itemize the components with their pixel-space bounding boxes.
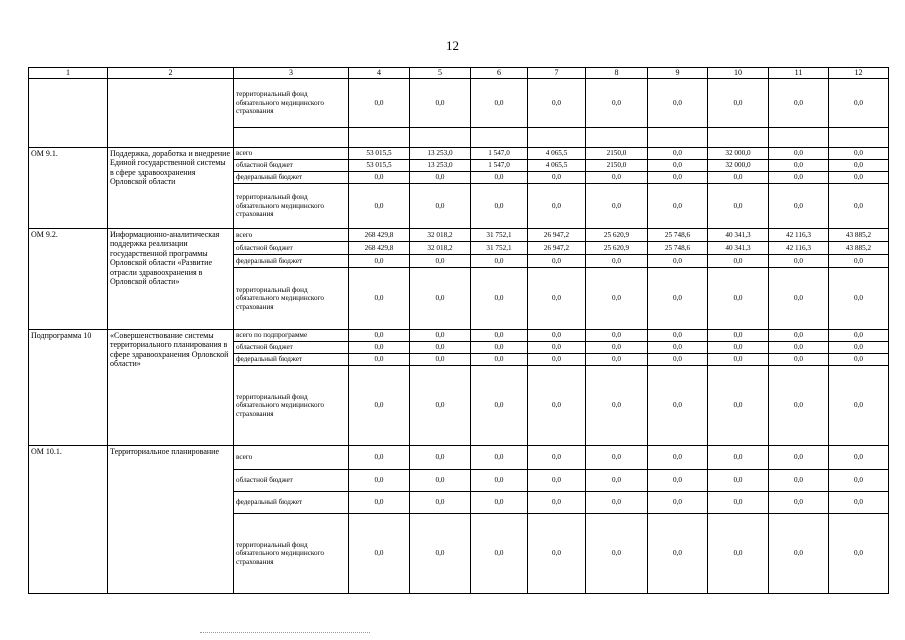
value-cell: 0,0 [829,330,889,342]
value-cell: 0,0 [829,172,889,184]
value-cell: 25 620,9 [586,242,648,255]
value-cell: 0,0 [829,342,889,354]
value-cell: 0,0 [471,366,528,446]
value-cell: 0,0 [528,470,586,492]
value-cell: 0,0 [769,268,829,330]
value-cell: 0,0 [410,492,471,514]
value-cell: 0,0 [829,446,889,470]
value-cell: 0,0 [349,492,410,514]
value-cell: 0,0 [471,255,528,268]
value-cell: 2150,0 [586,160,648,172]
value-cell: 0,0 [829,492,889,514]
value-cell: 0,0 [829,366,889,446]
value-cell: 0,0 [528,255,586,268]
source-cell: всего [234,148,349,160]
value-cell: 0,0 [349,184,410,229]
budget-table [28,67,889,594]
value-cell: 0,0 [586,492,648,514]
measure-name: «Совершенствование системы территориального планирования в сфере здравоохранения Орловской области» [108,330,234,446]
source-cell: территориальный фонд обязательного медицинского страхования [234,366,349,446]
value-cell: 43 885,2 [829,242,889,255]
source-cell: областной бюджет [234,470,349,492]
cont-name-cell [108,79,234,128]
value-cell: 32 000,0 [708,148,769,160]
value-cell: 0,0 [410,79,471,128]
value-cell: 4 065,5 [528,148,586,160]
value-cell: 268 429,8 [349,229,410,242]
value-cell: 0,0 [708,492,769,514]
value-cell: 0,0 [769,470,829,492]
value-cell: 0,0 [528,492,586,514]
value-cell: 0,0 [769,255,829,268]
value-cell: 25 748,6 [648,229,708,242]
table-row [29,79,889,128]
footer-rule [200,632,370,634]
value-cell: 0,0 [708,268,769,330]
value-cell: 0,0 [648,160,708,172]
value-cell: 0,0 [586,366,648,446]
value-cell: 40 341,3 [708,229,769,242]
value-cell: 0,0 [648,148,708,160]
value-cell: 0,0 [769,514,829,594]
value-cell: 0,0 [410,470,471,492]
value-cell: 0,0 [471,268,528,330]
value-cell: 0,0 [648,470,708,492]
value-cell: 0,0 [829,79,889,128]
header-cell: 2 [108,68,234,79]
value-cell: 0,0 [349,354,410,366]
value-cell: 0,0 [528,330,586,342]
value-cell: 0,0 [349,342,410,354]
value-cell: 31 752,1 [471,229,528,242]
measure-name: Поддержка, доработка и внедрение Единой государственной системы в сфере здравоохранения Орловской области [108,148,234,229]
spacer-row [29,128,889,148]
value-cell: 0,0 [648,330,708,342]
value-cell: 0,0 [708,184,769,229]
value-cell: 0,0 [410,354,471,366]
value-cell: 26 947,2 [528,242,586,255]
value-cell: 0,0 [769,330,829,342]
source-cell: федеральный бюджет [234,354,349,366]
value-cell: 25 748,6 [648,242,708,255]
value-cell: 0,0 [648,255,708,268]
value-cell: 0,0 [349,268,410,330]
source-cell: территориальный фонд обязательного медицинского страхования [234,514,349,594]
header-cell: 3 [234,68,349,79]
value-cell: 32 018,2 [410,229,471,242]
value-cell: 0,0 [349,79,410,128]
value-cell: 0,0 [586,330,648,342]
source-cell: всего [234,446,349,470]
value-cell: 0,0 [708,342,769,354]
value-cell: 0,0 [708,330,769,342]
value-cell: 0,0 [410,268,471,330]
value-cell: 0,0 [528,342,586,354]
value-cell: 0,0 [769,366,829,446]
measure-code: ОМ 10.1. [29,446,108,594]
value-cell: 42 116,3 [769,242,829,255]
value-cell: 53 015,5 [349,148,410,160]
measure-code: Подпрограмма 10 [29,330,108,446]
value-cell: 0,0 [708,446,769,470]
source-cell: всего по подпрограмме [234,330,349,342]
value-cell: 1 547,0 [471,160,528,172]
value-cell: 0,0 [829,514,889,594]
value-cell: 0,0 [648,514,708,594]
measure-name: Информационно-аналитическая поддержка реализации государственной программы Орловской области «Развитие отрасли здравоохранения в Орловской области» [108,229,234,330]
value-cell: 1 547,0 [471,148,528,160]
table-row [29,446,889,470]
header-cell: 1 [29,68,108,79]
value-cell: 0,0 [471,514,528,594]
value-cell: 0,0 [586,514,648,594]
value-cell: 0,0 [586,172,648,184]
page-number: 12 [446,38,459,53]
value-cell: 0,0 [471,172,528,184]
source-cell: территориальный фонд обязательного медицинского страхования [234,79,349,128]
value-cell: 0,0 [410,514,471,594]
value-cell: 0,0 [708,366,769,446]
value-cell: 0,0 [769,79,829,128]
measure-code: ОМ 9.1. [29,148,108,229]
value-cell: 0,0 [829,470,889,492]
value-cell: 0,0 [586,354,648,366]
header-cell: 5 [410,68,471,79]
value-cell: 0,0 [349,366,410,446]
value-cell: 0,0 [349,446,410,470]
header-cell: 10 [708,68,769,79]
value-cell: 0,0 [708,514,769,594]
source-cell: областной бюджет [234,160,349,172]
value-cell: 0,0 [349,330,410,342]
value-cell: 0,0 [769,148,829,160]
source-cell: федеральный бюджет [234,492,349,514]
value-cell: 0,0 [769,342,829,354]
value-cell: 0,0 [769,492,829,514]
source-cell: федеральный бюджет [234,172,349,184]
value-cell: 0,0 [648,366,708,446]
value-cell: 0,0 [829,184,889,229]
value-cell: 13 253,0 [410,160,471,172]
value-cell: 13 253,0 [410,148,471,160]
value-cell: 0,0 [410,184,471,229]
value-cell: 42 116,3 [769,229,829,242]
value-cell: 0,0 [410,446,471,470]
value-cell: 0,0 [586,255,648,268]
value-cell: 0,0 [708,354,769,366]
value-cell: 0,0 [586,79,648,128]
source-cell: областной бюджет [234,342,349,354]
header-cell: 12 [829,68,889,79]
value-cell: 0,0 [829,148,889,160]
value-cell: 0,0 [528,366,586,446]
value-cell: 0,0 [471,79,528,128]
value-cell: 0,0 [410,172,471,184]
header-cell: 7 [528,68,586,79]
value-cell: 0,0 [349,172,410,184]
value-cell: 0,0 [528,514,586,594]
value-cell: 0,0 [410,255,471,268]
value-cell: 0,0 [471,492,528,514]
value-cell: 0,0 [471,446,528,470]
value-cell: 0,0 [586,268,648,330]
value-cell: 0,0 [471,330,528,342]
source-cell: федеральный бюджет [234,255,349,268]
value-cell: 0,0 [528,268,586,330]
value-cell: 0,0 [708,172,769,184]
value-cell: 0,0 [648,354,708,366]
table-row [29,229,889,242]
value-cell: 0,0 [528,354,586,366]
value-cell: 0,0 [648,172,708,184]
measure-code: ОМ 9.2. [29,229,108,330]
value-cell: 32 000,0 [708,160,769,172]
value-cell: 0,0 [829,255,889,268]
value-cell: 53 015,5 [349,160,410,172]
header-cell: 11 [769,68,829,79]
value-cell: 0,0 [769,160,829,172]
value-cell: 0,0 [708,470,769,492]
value-cell: 0,0 [528,79,586,128]
table-row [29,330,889,342]
table-row [29,148,889,160]
value-cell: 0,0 [586,184,648,229]
source-cell: территориальный фонд обязательного медицинского страхования [234,184,349,229]
value-cell: 0,0 [708,79,769,128]
value-cell: 0,0 [471,184,528,229]
value-cell: 0,0 [349,470,410,492]
source-cell: территориальный фонд обязательного медицинского страхования [234,268,349,330]
value-cell: 0,0 [410,366,471,446]
value-cell: 0,0 [648,446,708,470]
header-cell: 4 [349,68,410,79]
value-cell: 0,0 [829,160,889,172]
value-cell: 0,0 [829,268,889,330]
value-cell: 0,0 [528,172,586,184]
value-cell: 0,0 [769,184,829,229]
value-cell: 25 620,9 [586,229,648,242]
value-cell: 2150,0 [586,148,648,160]
value-cell: 31 752,1 [471,242,528,255]
value-cell: 32 018,2 [410,242,471,255]
source-cell: всего [234,229,349,242]
value-cell: 0,0 [410,330,471,342]
value-cell: 0,0 [349,514,410,594]
value-cell: 0,0 [769,172,829,184]
value-cell: 0,0 [586,342,648,354]
header-cell: 9 [648,68,708,79]
value-cell: 0,0 [471,470,528,492]
value-cell: 0,0 [708,255,769,268]
value-cell: 0,0 [829,354,889,366]
value-cell: 0,0 [349,255,410,268]
header-cell: 6 [471,68,528,79]
value-cell: 0,0 [410,342,471,354]
value-cell: 0,0 [648,342,708,354]
value-cell: 0,0 [471,354,528,366]
value-cell: 0,0 [471,342,528,354]
value-cell: 0,0 [528,184,586,229]
value-cell: 0,0 [648,184,708,229]
value-cell: 268 429,8 [349,242,410,255]
value-cell: 43 885,2 [829,229,889,242]
value-cell: 26 947,2 [528,229,586,242]
value-cell: 0,0 [769,446,829,470]
header-row [29,68,889,79]
value-cell: 0,0 [586,470,648,492]
cont-code-cell [29,79,108,128]
value-cell: 4 065,5 [528,160,586,172]
header-cell: 8 [586,68,648,79]
value-cell: 40 341,3 [708,242,769,255]
value-cell: 0,0 [528,446,586,470]
value-cell: 0,0 [769,354,829,366]
value-cell: 0,0 [648,492,708,514]
value-cell: 0,0 [648,268,708,330]
value-cell: 0,0 [586,446,648,470]
measure-name: Территориальное планирование [108,446,234,594]
source-cell: областной бюджет [234,242,349,255]
value-cell: 0,0 [648,79,708,128]
